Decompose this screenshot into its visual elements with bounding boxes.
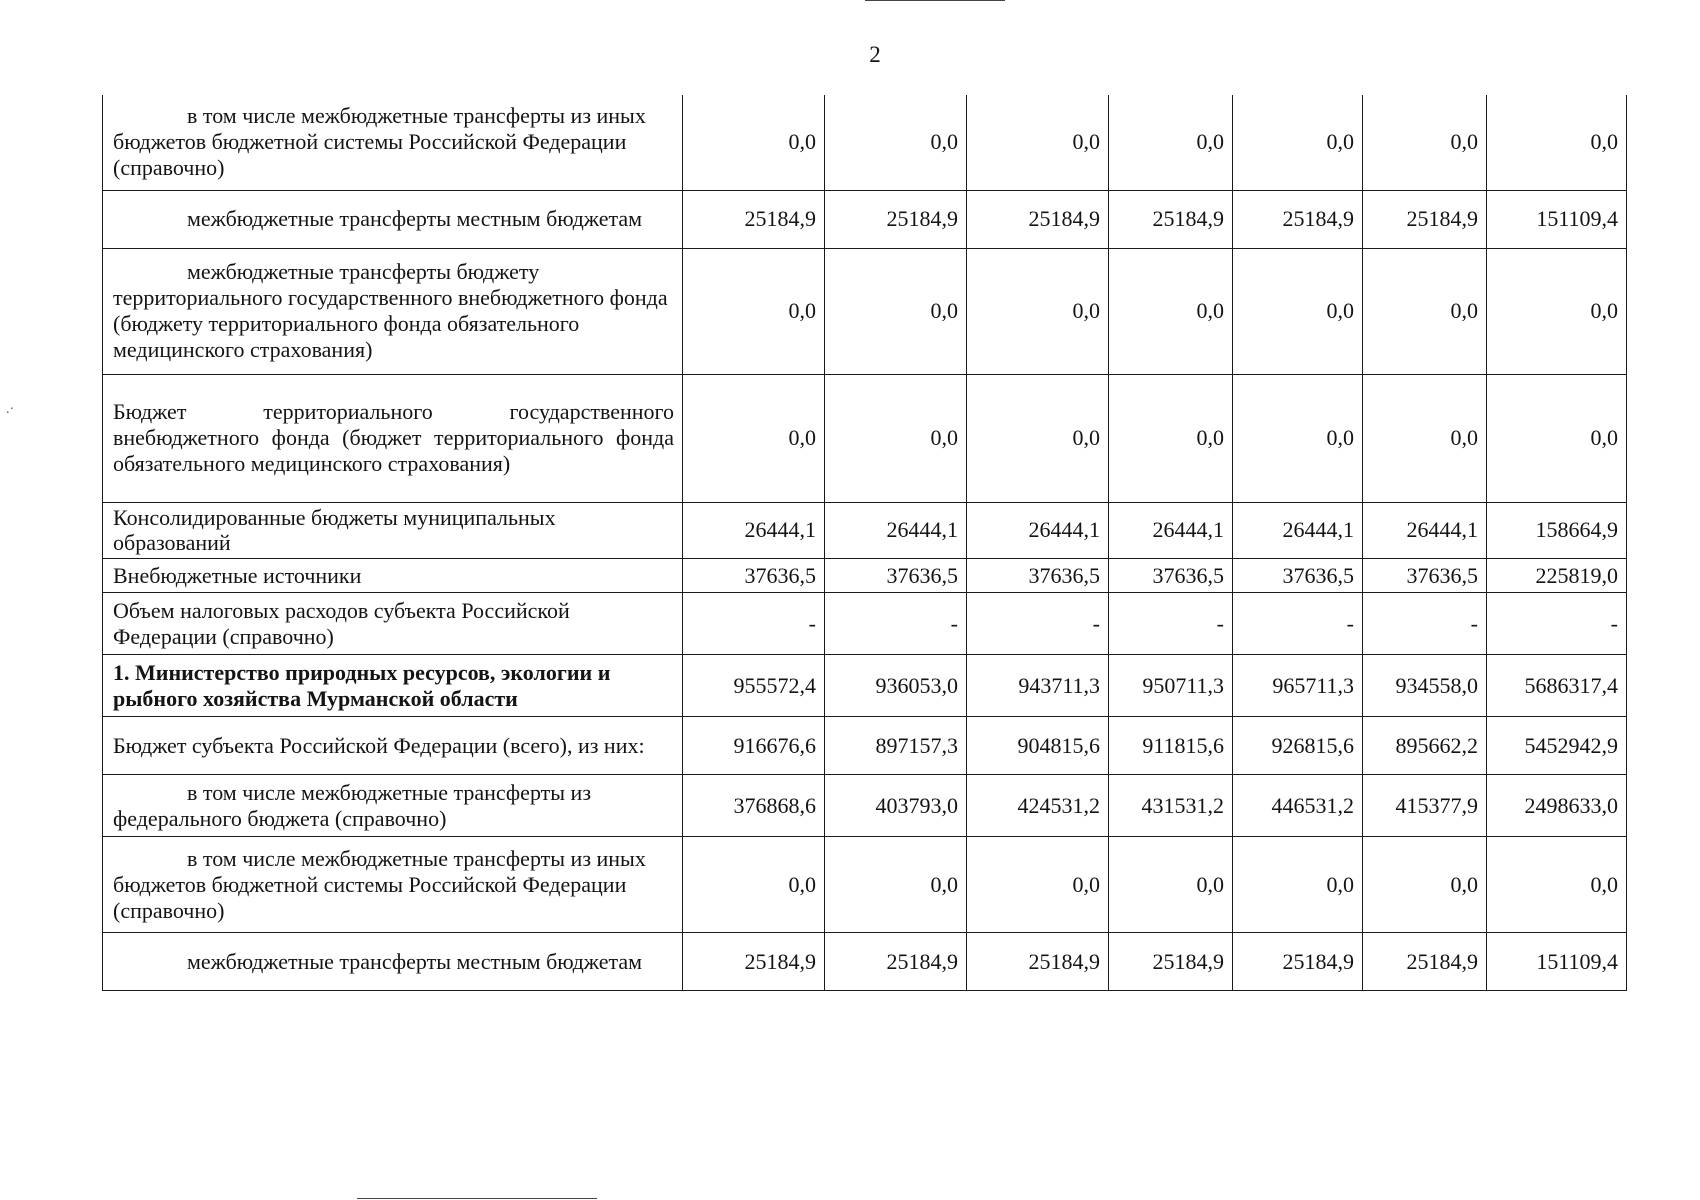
year-value: 37636,5 — [1363, 559, 1487, 593]
table-row — [103, 933, 1627, 991]
year-value: 0,0 — [1109, 95, 1233, 190]
year-value: 25184,9 — [825, 190, 967, 248]
row-total-value: 5452942,9 — [1487, 717, 1627, 775]
table-row — [103, 837, 1627, 933]
year-value: 37636,5 — [1109, 559, 1233, 593]
year-value: 0,0 — [1363, 837, 1487, 933]
year-value: 0,0 — [825, 374, 967, 502]
year-value: 0,0 — [967, 374, 1109, 502]
year-value: 950711,3 — [1109, 655, 1233, 717]
row-label: межбюджетные трансферты местным бюджетам — [103, 190, 683, 248]
year-value: 25184,9 — [1233, 190, 1363, 248]
table-row — [103, 374, 1627, 502]
year-value: 431531,2 — [1109, 775, 1233, 837]
year-value: 26444,1 — [1363, 502, 1487, 559]
year-value: 446531,2 — [1233, 775, 1363, 837]
year-value: - — [1233, 593, 1363, 655]
year-value: 25184,9 — [1363, 933, 1487, 991]
row-label: 1. Министерство природных ресурсов, экологии и рыбного хозяйства Мурманской области — [103, 655, 683, 717]
row-label: межбюджетные трансферты бюджету территориального государственного внебюджетного фонда (бюджету территориального фонда обязательного медицинского страхования) — [103, 248, 683, 374]
table-row — [103, 248, 1627, 374]
row-label: в том числе межбюджетные трансферты из иных бюджетов бюджетной системы Российской Федерации (справочно) — [103, 837, 683, 933]
year-value: 0,0 — [1109, 837, 1233, 933]
row-label: в том числе межбюджетные трансферты из федерального бюджета (справочно) — [103, 775, 683, 837]
year-value: 25184,9 — [1109, 190, 1233, 248]
year-value: - — [1109, 593, 1233, 655]
row-total-value: 151109,4 — [1487, 190, 1627, 248]
year-value: 25184,9 — [1109, 933, 1233, 991]
year-value: 403793,0 — [825, 775, 967, 837]
row-total-value: - — [1487, 593, 1627, 655]
year-value: 0,0 — [1233, 374, 1363, 502]
table-row — [103, 717, 1627, 775]
year-value: 965711,3 — [1233, 655, 1363, 717]
year-value: 26444,1 — [967, 502, 1109, 559]
year-value: 26444,1 — [825, 502, 967, 559]
year-value: 0,0 — [1233, 837, 1363, 933]
year-value: 0,0 — [1233, 248, 1363, 374]
year-value: 25184,9 — [967, 933, 1109, 991]
top-edge-rule — [865, 0, 1005, 1]
year-value: 0,0 — [1109, 374, 1233, 502]
table-row — [103, 593, 1627, 655]
row-label: в том числе межбюджетные трансферты из иных бюджетов бюджетной системы Российской Федерации (справочно) — [103, 95, 683, 190]
year-value: 0,0 — [1233, 95, 1363, 190]
year-value: 0,0 — [683, 374, 825, 502]
year-value: 37636,5 — [1233, 559, 1363, 593]
table-row — [103, 190, 1627, 248]
year-value: 955572,4 — [683, 655, 825, 717]
year-value: 897157,3 — [825, 717, 967, 775]
year-value: - — [825, 593, 967, 655]
year-value: 0,0 — [683, 248, 825, 374]
year-value: 0,0 — [1363, 248, 1487, 374]
budget-table-body — [103, 95, 1627, 991]
year-value: 0,0 — [1363, 374, 1487, 502]
year-value: 25184,9 — [683, 190, 825, 248]
year-value: 895662,2 — [1363, 717, 1487, 775]
bottom-edge-rule — [357, 1198, 597, 1199]
year-value: 936053,0 — [825, 655, 967, 717]
year-value: 934558,0 — [1363, 655, 1487, 717]
year-value: 0,0 — [1109, 248, 1233, 374]
row-label: Объем налоговых расходов субъекта Российской Федерации (справочно) — [103, 593, 683, 655]
year-value: 37636,5 — [967, 559, 1109, 593]
year-value: 904815,6 — [967, 717, 1109, 775]
year-value: 0,0 — [825, 248, 967, 374]
row-total-value: 225819,0 — [1487, 559, 1627, 593]
row-total-value: 0,0 — [1487, 248, 1627, 374]
year-value: 0,0 — [967, 248, 1109, 374]
year-value: 0,0 — [825, 95, 967, 190]
year-value: 0,0 — [1363, 95, 1487, 190]
row-total-value: 5686317,4 — [1487, 655, 1627, 717]
year-value: - — [1363, 593, 1487, 655]
year-value: 37636,5 — [825, 559, 967, 593]
row-total-value: 158664,9 — [1487, 502, 1627, 559]
year-value: 26444,1 — [1109, 502, 1233, 559]
row-label: Консолидированные бюджеты муниципальных образований — [103, 502, 683, 559]
year-value: 916676,6 — [683, 717, 825, 775]
row-label: Бюджет территориального государственного внебюджетного фонда (бюджет территориального фонда обязательного медицинского страхования) — [103, 374, 683, 502]
year-value: 25184,9 — [967, 190, 1109, 248]
year-value: - — [967, 593, 1109, 655]
row-total-value: 2498633,0 — [1487, 775, 1627, 837]
year-value: 0,0 — [967, 837, 1109, 933]
page-number: 2 — [869, 42, 881, 67]
year-value: 0,0 — [967, 95, 1109, 190]
year-value: 37636,5 — [683, 559, 825, 593]
year-value: 424531,2 — [967, 775, 1109, 837]
row-total-value: 0,0 — [1487, 837, 1627, 933]
row-label: Бюджет субъекта Российской Федерации (всего), из них: — [103, 717, 683, 775]
year-value: 943711,3 — [967, 655, 1109, 717]
year-value: 911815,6 — [1109, 717, 1233, 775]
table-row — [103, 655, 1627, 717]
row-total-value: 0,0 — [1487, 95, 1627, 190]
table-row — [103, 95, 1627, 190]
year-value: 376868,6 — [683, 775, 825, 837]
year-value: 25184,9 — [1233, 933, 1363, 991]
row-total-value: 151109,4 — [1487, 933, 1627, 991]
year-value: 25184,9 — [1363, 190, 1487, 248]
table-row — [103, 502, 1627, 559]
margin-scan-mark: .· — [6, 402, 15, 417]
table-row — [103, 775, 1627, 837]
budget-table — [102, 95, 1627, 991]
year-value: 0,0 — [683, 95, 825, 190]
year-value: 25184,9 — [683, 933, 825, 991]
row-total-value: 0,0 — [1487, 374, 1627, 502]
year-value: 0,0 — [683, 837, 825, 933]
year-value: 926815,6 — [1233, 717, 1363, 775]
year-value: 25184,9 — [825, 933, 967, 991]
year-value: - — [683, 593, 825, 655]
row-label: Внебюджетные источники — [103, 559, 683, 593]
year-value: 26444,1 — [1233, 502, 1363, 559]
year-value: 415377,9 — [1363, 775, 1487, 837]
year-value: 26444,1 — [683, 502, 825, 559]
table-row — [103, 559, 1627, 593]
row-label: межбюджетные трансферты местным бюджетам — [103, 933, 683, 991]
year-value: 0,0 — [825, 837, 967, 933]
